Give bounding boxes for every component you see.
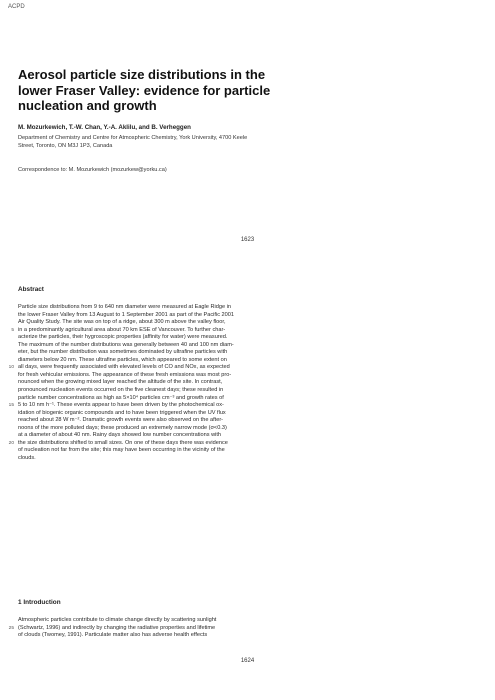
text-line [18, 319, 458, 327]
line-text: The maximum of the number distributions was generally between 40 and 100 nm diam- [18, 341, 234, 348]
correspondence: Correspondence to: M. Mozurkewich (mozurkew@yorku.ca) [18, 167, 167, 173]
text-line [8, 402, 458, 410]
line-text: reached about 28 W m⁻². Dramatic growth events were also observed on the after- [18, 417, 224, 424]
text-line [18, 312, 458, 320]
text-line [18, 372, 458, 380]
line-text: at a diameter of about 40 nm. Rainy days showed low number concentrations with [18, 432, 222, 439]
text-line [18, 349, 458, 357]
line-text: noons of the more polluted days; these produced an extremely narrow mode (σ<0.3) [18, 424, 227, 431]
affiliation-line: Department of Chemistry and Centre for Atmospheric Chemistry, York University, 4700 Keele [18, 135, 248, 141]
title-line: Aerosol particle size distributions in the [18, 67, 266, 82]
line-text: the lower Fraser Valley from 13 August to 1 September 2001 as part of the Pacific 2001 [18, 311, 234, 318]
author-list: M. Mozurkewich, T.-W. Chan, Y.-A. Aklilu, and B. Verheggen [18, 124, 191, 131]
text-line [18, 632, 458, 640]
line-text: clouds. [18, 454, 36, 461]
text-line [8, 439, 458, 448]
affiliation-line: Street, Toronto, ON M3J 1P3, Canada [18, 142, 113, 149]
line-text: particle number concentrations as high as 5×10⁴ particles cm⁻³ and growth rates of [18, 394, 224, 401]
text-line [18, 342, 458, 350]
line-text: nounced when the growing mixed layer reached the altitude of the site. In contrast, [18, 379, 223, 386]
paper-title [18, 67, 318, 114]
text-line [8, 624, 458, 633]
title-line: lower Fraser Valley: evidence for particle [18, 82, 271, 98]
title-line: nucleation and growth [18, 98, 157, 113]
line-number: 15 [8, 403, 14, 409]
section-heading-introduction: 1 Introduction [18, 599, 61, 606]
line-text: of clouds (Twomey, 1991). Particulate matter also has adverse health effects [18, 632, 208, 639]
line-text: (Schwartz, 1996) and indirectly by changing the radiative properties and lifetime [18, 624, 216, 631]
page-number: 1623 [240, 237, 255, 243]
line-text: diameters below 20 nm. These ultrafine particles, which appeared to some extent on [18, 356, 227, 363]
text-line [18, 410, 458, 418]
text-line [11, 326, 458, 335]
text-line [8, 364, 458, 372]
text-line [18, 447, 458, 455]
text-line [18, 432, 458, 440]
text-line [18, 334, 458, 342]
page-number: 1624 [240, 658, 255, 664]
line-text: Atmospheric particles contribute to climate change directly by scattering sunlight [18, 617, 217, 623]
line-text: eter, but the number distribution was sometimes dominated by ultrafine particles with [18, 349, 228, 356]
text-line [18, 395, 458, 403]
line-number: 25 [8, 625, 14, 631]
line-text: Particle size distributions from 9 to 640 nm diameter were measured at Eagle Ridge in [18, 304, 231, 310]
line-number: 20 [8, 440, 14, 446]
text-line [18, 379, 458, 387]
line-text: 5 to 10 nm h⁻¹. These events appear to have been driven by the photochemical ox- [18, 402, 224, 409]
line-text: acterize the particles, their hygroscopic properties (affinity for water) were measured. [18, 334, 228, 341]
line-text: idation of biogenic organic compounds and to have been triggered when the UV flux [18, 409, 226, 416]
line-text: pronounced nucleation events occurred on the five cleanest days; these resulted in [18, 387, 224, 394]
text-line [18, 617, 458, 625]
line-text: Air Quality Study. The site was on top of a ridge, about 300 m above the valley floor, [18, 319, 226, 326]
introduction-body [8, 617, 458, 640]
text-line [18, 357, 458, 365]
affiliation [18, 135, 458, 150]
line-number: 5 [11, 327, 14, 333]
text-line [18, 387, 458, 395]
abstract-heading: Abstract [18, 286, 44, 293]
text-line [18, 304, 458, 312]
line-text: for fresh vehicular emissions. The appearance of these fresh emissions was most pro- [18, 371, 232, 378]
text-line [18, 417, 458, 425]
line-number: 10 [8, 365, 14, 371]
corner-mark: ACPD [8, 4, 25, 10]
line-text: all days, were frequently associated with elevated levels of CO and NOx, as expected [18, 364, 230, 371]
line-text: in a predominantly agricultural area about 70 km ESE of Vancouver. To further char- [18, 326, 226, 333]
abstract-body [8, 304, 458, 462]
line-text: of nucleation not far from the site; this may have been occurring in the vicinity of the [18, 447, 225, 454]
text-line [18, 455, 458, 463]
line-text: the size distributions shifted to small sizes. On one of these days there was evidence [18, 439, 228, 446]
text-line [18, 425, 458, 433]
